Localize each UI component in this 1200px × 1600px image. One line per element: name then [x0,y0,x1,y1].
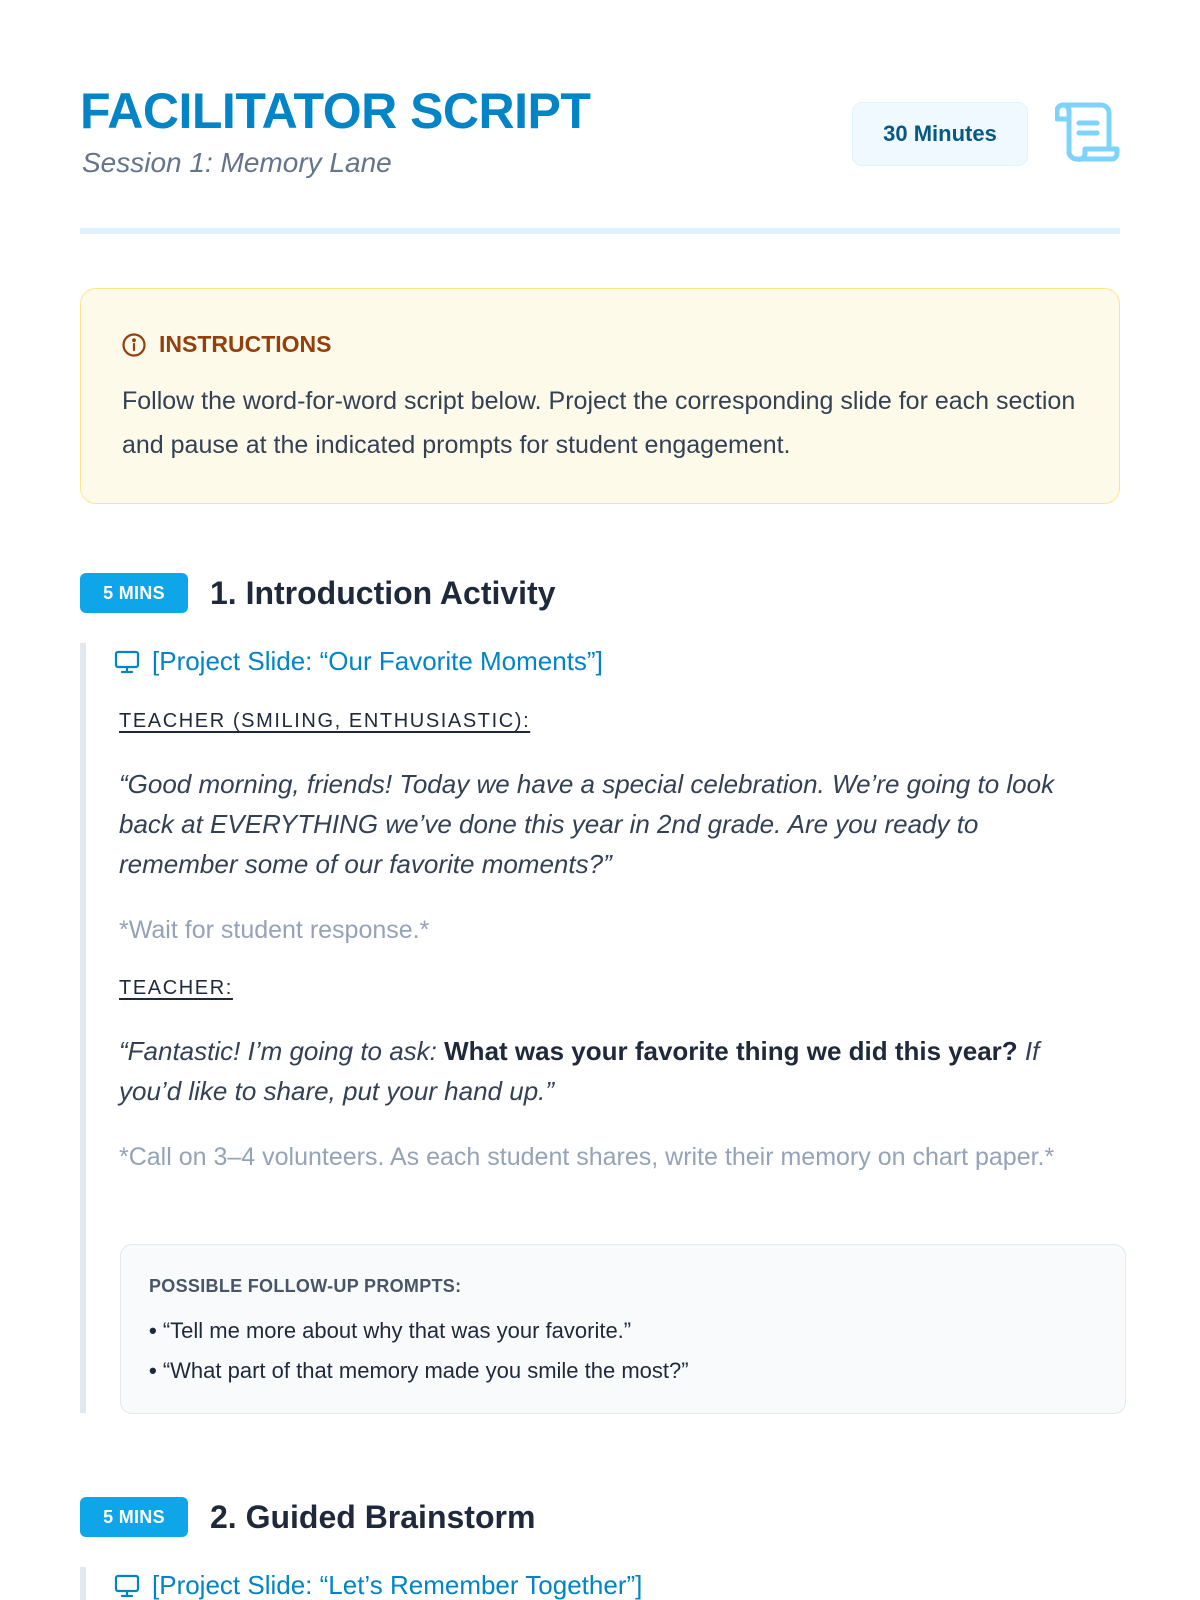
section-1-title: 1. Introduction Activity [210,574,556,611]
prompts-heading: POSSIBLE FOLLOW-UP PROMPTS: [149,1276,462,1296]
monitor-icon [114,1573,140,1599]
section-1-slide-label: [Project Slide: “Our Favorite Moments”] [152,646,603,676]
page-title: FACILITATOR SCRIPT [80,83,591,139]
instructions-box [80,288,1120,504]
scroll-icon [1055,101,1121,163]
monitor-icon [114,649,140,675]
section-2-header [80,1497,535,1537]
list-item: • “Tell me more about why that was your favorite.” [149,1311,689,1351]
section-1-script [80,643,1120,1413]
session-subtitle: Session 1: Memory Lane [82,147,392,178]
facilitator-script-page [80,0,1120,1600]
section-2-slide-cue [114,1570,642,1600]
speaker-direction: TEACHER (SMILING, ENTHUSIASTIC): [119,710,531,732]
stage-direction: *Call on 3–4 volunteers. As each student shares, write their memory on chart paper.* [119,1143,1055,1171]
section-2-script [80,1567,1120,1600]
quote-text: “Fantastic! I’m going to ask: [119,1036,445,1066]
prompts-list [149,1311,689,1391]
duration-badge: 30 Minutes [852,102,1028,166]
section-1-time-badge: 5 MINS [80,573,188,613]
section-2-time-badge: 5 MINS [80,1497,188,1537]
instructions-heading [121,331,332,358]
follow-up-prompts-box [120,1244,1126,1414]
quote-text: If you’d like to share, put your hand up.” [119,1036,1040,1106]
instructions-body: Follow the word-for-word script below. Project the corresponding slide for each section and pause at the indicated prompts for student engagement. [122,387,1076,459]
section-1-header [80,573,556,613]
list-item: • “What part of that memory made you smile the most?” [149,1351,689,1391]
section-2-slide-label: [Project Slide: “Let’s Remember Together”] [152,1570,643,1600]
info-icon [121,332,147,358]
teacher-quote: “Good morning, friends! Today we have a special celebration. We’re going to look back at EVERYTHING we’ve done this year in 2nd grade. Are you ready to remember some of our favorite moments?” [119,769,1055,879]
stage-direction: *Wait for student response.* [119,916,430,944]
page-header [80,0,1120,234]
key-question: What was your favorite thing we did this year? [444,1036,1018,1066]
instructions-heading-label: INSTRUCTIONS [159,331,332,357]
speaker-direction: TEACHER: [119,977,233,999]
section-1-slide-cue [114,646,603,677]
section-2-title: 2. Guided Brainstorm [210,1498,536,1535]
teacher-quote [119,1031,1099,1111]
